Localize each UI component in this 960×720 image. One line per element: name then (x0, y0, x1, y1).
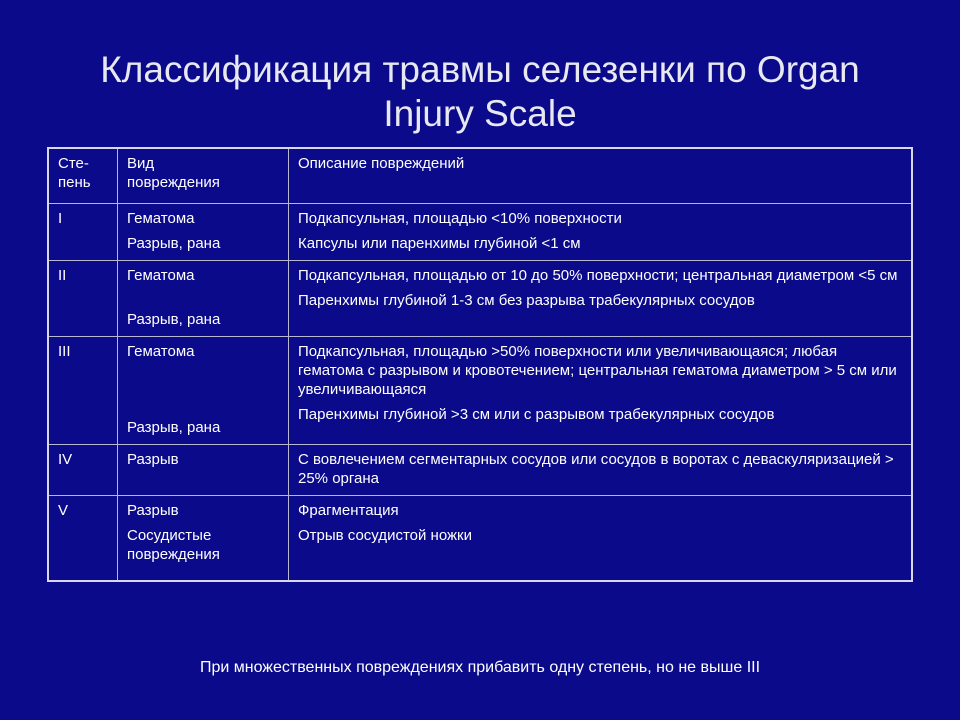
type-item: Разрыв, рана (127, 310, 221, 328)
type-item: Сосудистые повреждения (127, 526, 220, 563)
description-cell (289, 336, 913, 444)
description-item: Фрагментация (298, 501, 399, 519)
table-header-row (48, 148, 912, 203)
type-cell (118, 203, 289, 260)
type-item: Гематома (127, 342, 195, 360)
footer-note: При множественных повреждениях прибавить одну степень, но не выше III (199, 659, 761, 676)
table-row (48, 203, 912, 260)
type-item: Гематома (127, 209, 195, 227)
description-item: Паренхимы глубиной >3 см или с разрывом трабекулярных сосудов (298, 405, 775, 423)
header-type-line-1: Вид (127, 155, 155, 172)
spacer (127, 291, 279, 310)
type-item: Разрыв, рана (127, 418, 221, 436)
header-type-line-2: повреждения (127, 174, 220, 191)
type-item: Разрыв (127, 501, 179, 519)
description-item: С вовлечением сегментарных сосудов или сосудов в воротах с деваскуляризацией > 25% органа (298, 450, 894, 487)
description-item: Подкапсульная, площадью <10% поверхности (298, 209, 622, 227)
spacer (127, 367, 279, 418)
description-item: Подкапсульная, площадью >50% поверхности или увеличивающаяся; любая гематома с разрывом и кровотечением; центральная гематома диаметром > 5 см или увеличивающаяся (298, 342, 897, 398)
type-cell (118, 444, 289, 495)
table-row (48, 495, 912, 581)
injury-scale-table (47, 147, 913, 582)
type-cell (118, 495, 289, 581)
description-cell (289, 203, 913, 260)
header-type (118, 148, 289, 203)
grade-cell: IV (48, 444, 118, 495)
header-grade-line-2: пень (58, 174, 91, 191)
grade-cell: V (48, 495, 118, 581)
description-item: Капсулы или паренхимы глубиной <1 см (298, 234, 581, 252)
description-item: Подкапсульная, площадью от 10 до 50% поверхности; центральная диаметром <5 см (298, 266, 898, 284)
grade-cell: I (48, 203, 118, 260)
description-cell (289, 444, 913, 495)
description-item: Паренхимы глубиной 1-3 см без разрыва трабекулярных сосудов (298, 291, 755, 309)
header-grade (48, 148, 118, 203)
type-item: Разрыв, рана (127, 234, 221, 252)
description-cell (289, 260, 913, 336)
grade-cell: III (48, 336, 118, 444)
header-description: Описание повреждений (289, 148, 913, 203)
type-cell (118, 260, 289, 336)
table-row (48, 444, 912, 495)
table-row (48, 260, 912, 336)
description-item: Отрыв сосудистой ножки (298, 526, 472, 544)
slide-title (60, 48, 900, 136)
grade-cell: II (48, 260, 118, 336)
title-line-2: Injury Scale (383, 93, 577, 134)
header-grade-line-1: Сте- (58, 155, 89, 172)
type-item: Гематома (127, 266, 195, 284)
type-cell (118, 336, 289, 444)
type-item: Разрыв (127, 450, 179, 468)
description-cell (289, 495, 913, 581)
table-row (48, 336, 912, 444)
title-line-1: Классификация травмы селезенки по Organ (100, 49, 860, 90)
